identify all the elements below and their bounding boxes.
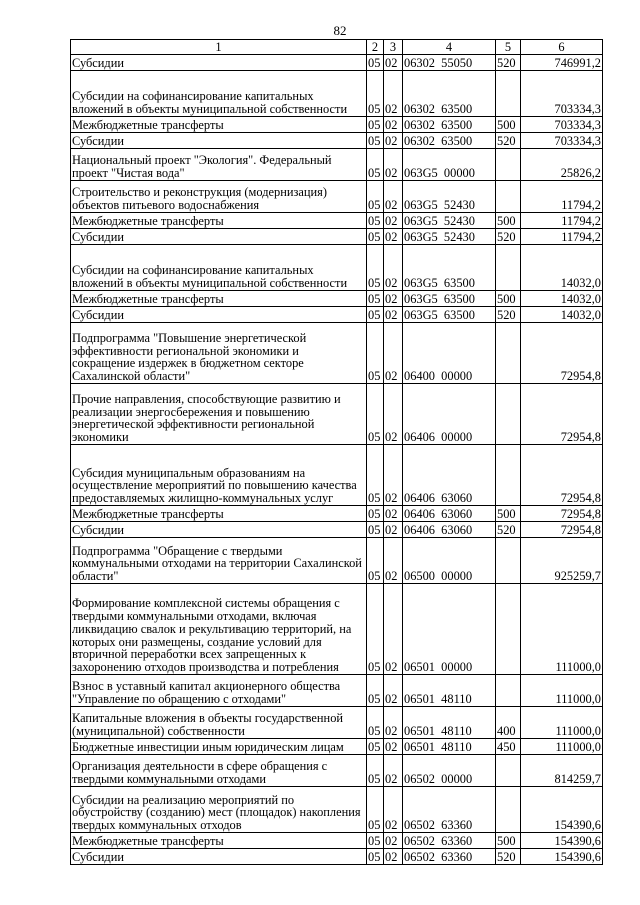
row-name: Бюджетные инвестиции иным юридическим лицам [71, 739, 367, 755]
row-expense-type-code [496, 245, 521, 291]
row-subsection-code: 02 [384, 739, 403, 755]
row-expense-type-code: 500 [496, 291, 521, 307]
row-subsection-code: 02 [384, 213, 403, 229]
row-amount: 154390,6 [521, 787, 603, 833]
column-header-target-article: 4 [403, 40, 496, 55]
table-row [71, 307, 603, 323]
row-target-article-code: 06302 63500 [403, 71, 496, 117]
row-subsection-code: 02 [384, 181, 403, 213]
row-amount: 72954,8 [521, 445, 603, 506]
table-row [71, 181, 603, 213]
row-section-code: 05 [367, 787, 384, 833]
row-name: Субсидии на софинансирование капитальных вложений в объекты муниципальной собственности [71, 245, 367, 291]
table-row [71, 213, 603, 229]
row-expense-type-code [496, 755, 521, 787]
row-target-article-code: 063G5 63500 [403, 245, 496, 291]
row-expense-type-code: 500 [496, 213, 521, 229]
row-section-code: 05 [367, 323, 384, 384]
row-target-article-code: 063G5 52430 [403, 213, 496, 229]
row-expense-type-code [496, 149, 521, 181]
row-expense-type-code: 520 [496, 133, 521, 149]
row-subsection-code: 02 [384, 229, 403, 245]
row-target-article-code: 063G5 00000 [403, 149, 496, 181]
row-name: Межбюджетные трансферты [71, 117, 367, 133]
row-subsection-code: 02 [384, 833, 403, 849]
row-section-code: 05 [367, 55, 384, 71]
row-amount: 154390,6 [521, 833, 603, 849]
column-header-amount: 6 [521, 40, 603, 55]
row-subsection-code: 02 [384, 849, 403, 865]
row-target-article-code: 06302 55050 [403, 55, 496, 71]
row-section-code: 05 [367, 291, 384, 307]
row-amount: 14032,0 [521, 307, 603, 323]
row-section-code: 05 [367, 522, 384, 538]
row-subsection-code: 02 [384, 149, 403, 181]
row-section-code: 05 [367, 117, 384, 133]
row-name: Субсидии на реализацию мероприятий по обустройству (созданию) мест (площадок) накопления твердых коммунальных отходов [71, 787, 367, 833]
row-amount: 111000,0 [521, 739, 603, 755]
row-subsection-code: 02 [384, 522, 403, 538]
row-name: Субсидии [71, 133, 367, 149]
row-expense-type-code [496, 675, 521, 707]
row-name: Капитальные вложения в объекты государственной (муниципальной) собственности [71, 707, 367, 739]
row-expense-type-code: 520 [496, 55, 521, 71]
row-name: Межбюджетные трансферты [71, 213, 367, 229]
row-section-code: 05 [367, 181, 384, 213]
column-header-section: 2 [367, 40, 384, 55]
row-section-code: 05 [367, 307, 384, 323]
row-section-code: 05 [367, 213, 384, 229]
row-amount: 746991,2 [521, 55, 603, 71]
row-name: Подпрограмма "Обращение с твердыми коммунальными отходами на территории Сахалинской области" [71, 538, 367, 584]
row-amount: 11794,2 [521, 213, 603, 229]
row-section-code: 05 [367, 384, 384, 445]
table-row [71, 584, 603, 675]
row-expense-type-code [496, 445, 521, 506]
row-expense-type-code: 500 [496, 833, 521, 849]
row-expense-type-code [496, 584, 521, 675]
row-target-article-code: 06502 63360 [403, 787, 496, 833]
row-subsection-code: 02 [384, 584, 403, 675]
row-name: Подпрограмма "Повышение энергетической эффективности региональной экономики и сокращение издержек в бюджетном секторе Сахалинской области" [71, 323, 367, 384]
row-amount: 11794,2 [521, 229, 603, 245]
page-number: 82 [333, 23, 347, 38]
row-target-article-code: 06502 00000 [403, 755, 496, 787]
table-row [71, 506, 603, 522]
row-subsection-code: 02 [384, 787, 403, 833]
budget-table [70, 39, 603, 865]
table-header-row [71, 40, 603, 55]
row-amount: 72954,8 [521, 506, 603, 522]
row-expense-type-code [496, 323, 521, 384]
row-expense-type-code [496, 787, 521, 833]
row-amount: 111000,0 [521, 675, 603, 707]
row-name: Строительство и реконструкция (модернизация) объектов питьевого водоснабжения [71, 181, 367, 213]
row-name: Субсидии [71, 307, 367, 323]
table-row [71, 133, 603, 149]
row-target-article-code: 063G5 52430 [403, 181, 496, 213]
table-row [71, 245, 603, 291]
row-name: Субсидия муниципальным образованиям на осуществление мероприятий по повышению качества предоставляемых жилищно-коммунальных услуг [71, 445, 367, 506]
row-section-code: 05 [367, 584, 384, 675]
row-subsection-code: 02 [384, 55, 403, 71]
row-expense-type-code [496, 71, 521, 117]
row-subsection-code: 02 [384, 323, 403, 384]
row-target-article-code: 06501 48110 [403, 739, 496, 755]
row-name: Межбюджетные трансферты [71, 506, 367, 522]
row-subsection-code: 02 [384, 755, 403, 787]
row-section-code: 05 [367, 149, 384, 181]
row-expense-type-code: 520 [496, 307, 521, 323]
row-subsection-code: 02 [384, 245, 403, 291]
row-section-code: 05 [367, 833, 384, 849]
table-row [71, 675, 603, 707]
row-section-code: 05 [367, 739, 384, 755]
table-row [71, 849, 603, 865]
row-target-article-code: 06406 63060 [403, 522, 496, 538]
row-expense-type-code: 500 [496, 117, 521, 133]
row-amount: 111000,0 [521, 584, 603, 675]
row-subsection-code: 02 [384, 506, 403, 522]
row-amount: 703334,3 [521, 71, 603, 117]
row-subsection-code: 02 [384, 133, 403, 149]
table-row [71, 71, 603, 117]
row-subsection-code: 02 [384, 538, 403, 584]
row-expense-type-code [496, 384, 521, 445]
table-row [71, 117, 603, 133]
row-amount: 703334,3 [521, 133, 603, 149]
row-subsection-code: 02 [384, 291, 403, 307]
row-target-article-code: 06302 63500 [403, 117, 496, 133]
row-amount: 11794,2 [521, 181, 603, 213]
row-amount: 703334,3 [521, 117, 603, 133]
row-name: Межбюджетные трансферты [71, 291, 367, 307]
row-expense-type-code: 520 [496, 849, 521, 865]
table-row [71, 229, 603, 245]
row-target-article-code: 06406 00000 [403, 384, 496, 445]
row-section-code: 05 [367, 133, 384, 149]
row-name: Организация деятельности в сфере обращения с твердыми коммунальными отходами [71, 755, 367, 787]
row-name: Субсидии [71, 229, 367, 245]
row-name: Субсидии на софинансирование капитальных вложений в объекты муниципальной собственности [71, 71, 367, 117]
row-section-code: 05 [367, 506, 384, 522]
row-subsection-code: 02 [384, 675, 403, 707]
row-section-code: 05 [367, 445, 384, 506]
row-expense-type-code: 520 [496, 229, 521, 245]
row-amount: 72954,8 [521, 522, 603, 538]
row-amount: 72954,8 [521, 323, 603, 384]
row-target-article-code: 06400 00000 [403, 323, 496, 384]
row-target-article-code: 06406 63060 [403, 506, 496, 522]
row-name: Субсидии [71, 522, 367, 538]
table-row [71, 384, 603, 445]
table-row [71, 739, 603, 755]
row-amount: 814259,7 [521, 755, 603, 787]
row-name: Взнос в уставный капитал акционерного общества "Управление по обращению с отходами" [71, 675, 367, 707]
row-subsection-code: 02 [384, 307, 403, 323]
row-target-article-code: 06302 63500 [403, 133, 496, 149]
row-target-article-code: 063G5 63500 [403, 307, 496, 323]
row-target-article-code: 06502 63360 [403, 849, 496, 865]
row-subsection-code: 02 [384, 707, 403, 739]
row-target-article-code: 063G5 52430 [403, 229, 496, 245]
table-row [71, 291, 603, 307]
row-target-article-code: 06406 63060 [403, 445, 496, 506]
row-expense-type-code: 400 [496, 707, 521, 739]
row-name: Субсидии [71, 849, 367, 865]
row-expense-type-code [496, 181, 521, 213]
row-amount: 72954,8 [521, 384, 603, 445]
row-amount: 14032,0 [521, 245, 603, 291]
row-name: Субсидии [71, 55, 367, 71]
row-amount: 925259,7 [521, 538, 603, 584]
row-section-code: 05 [367, 707, 384, 739]
row-target-article-code: 06500 00000 [403, 538, 496, 584]
row-expense-type-code: 520 [496, 522, 521, 538]
row-name: Прочие направления, способствующие развитию и реализации энергосбережения и повышению энергетической эффективности региональной экономики [71, 384, 367, 445]
row-section-code: 05 [367, 675, 384, 707]
table-row [71, 707, 603, 739]
table-row [71, 787, 603, 833]
row-section-code: 05 [367, 229, 384, 245]
row-section-code: 05 [367, 538, 384, 584]
row-amount: 25826,2 [521, 149, 603, 181]
row-target-article-code: 06501 00000 [403, 584, 496, 675]
row-expense-type-code: 500 [496, 506, 521, 522]
row-name: Национальный проект "Экология". Федеральный проект "Чистая вода" [71, 149, 367, 181]
table-row [71, 755, 603, 787]
row-amount: 111000,0 [521, 707, 603, 739]
row-expense-type-code [496, 538, 521, 584]
table-row [71, 55, 603, 71]
row-target-article-code: 06501 48110 [403, 675, 496, 707]
row-subsection-code: 02 [384, 384, 403, 445]
row-section-code: 05 [367, 849, 384, 865]
column-header-name: 1 [71, 40, 367, 55]
row-subsection-code: 02 [384, 445, 403, 506]
table-row [71, 445, 603, 506]
table-row [71, 323, 603, 384]
row-section-code: 05 [367, 245, 384, 291]
row-section-code: 05 [367, 71, 384, 117]
table-row [71, 833, 603, 849]
table-row [71, 538, 603, 584]
table-row [71, 149, 603, 181]
row-subsection-code: 02 [384, 71, 403, 117]
row-target-article-code: 063G5 63500 [403, 291, 496, 307]
row-target-article-code: 06501 48110 [403, 707, 496, 739]
row-name: Формирование комплексной системы обращения с твердыми коммунальными отходами, включая ликвидацию свалок и рекультивацию территорий, на которых они размещены, создание условий для вторичной переработки всех запрещенных к захоронению отходов производства и потребления [71, 584, 367, 675]
column-header-expense-type: 5 [496, 40, 521, 55]
row-amount: 154390,6 [521, 849, 603, 865]
row-name: Межбюджетные трансферты [71, 833, 367, 849]
table-row [71, 522, 603, 538]
row-target-article-code: 06502 63360 [403, 833, 496, 849]
row-amount: 14032,0 [521, 291, 603, 307]
row-subsection-code: 02 [384, 117, 403, 133]
column-header-subsection: 3 [384, 40, 403, 55]
row-section-code: 05 [367, 755, 384, 787]
row-expense-type-code: 450 [496, 739, 521, 755]
